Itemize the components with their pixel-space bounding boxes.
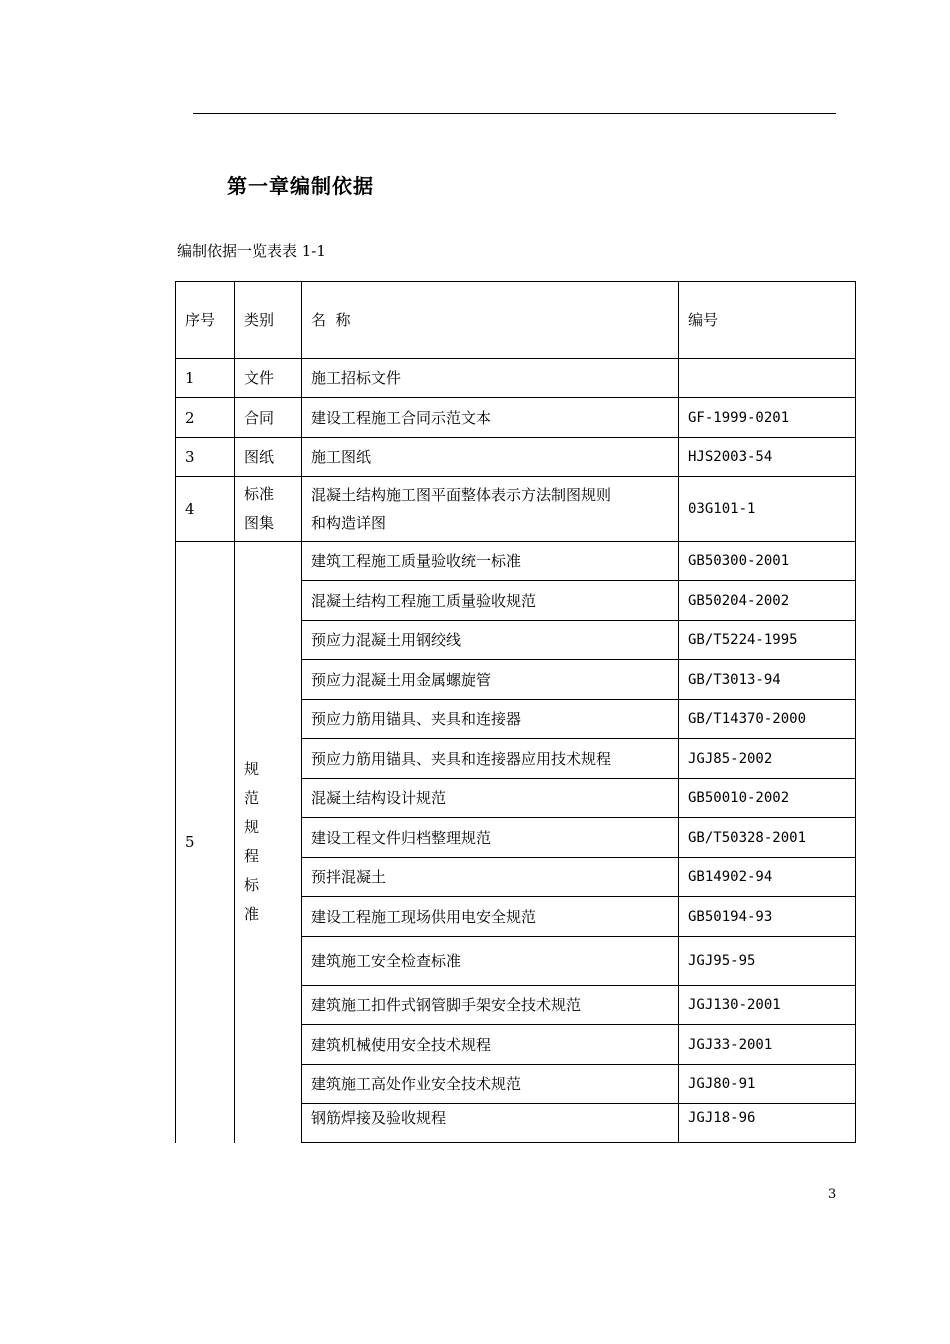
row-no: 5 <box>176 542 235 1143</box>
row-name: 预应力混凝土用钢绞线 <box>302 621 679 660</box>
row-name: 钢筋焊接及验收规程 <box>302 1104 679 1143</box>
row-name <box>302 477 679 542</box>
row-name-text: 混凝土结构施工图平面整体表示方法制图规则和构造详图 <box>311 486 612 532</box>
row-name: 建筑施工高处作业安全技术规范 <box>302 1065 679 1104</box>
header-category: 类别 <box>235 282 302 359</box>
table-row <box>176 398 856 438</box>
row-code: JGJ130-2001 <box>679 986 856 1025</box>
row-code: GB50010-2002 <box>679 779 856 818</box>
row-code: GB14902-94 <box>679 858 856 897</box>
row-code: JGJ95-95 <box>679 937 856 986</box>
page-number: 3 <box>828 1187 837 1202</box>
row-code: GB50194-93 <box>679 897 856 937</box>
row-code: JGJ80-91 <box>679 1065 856 1104</box>
row-no: 2 <box>176 398 235 438</box>
row-name: 施工招标文件 <box>302 359 679 398</box>
row-name: 混凝土结构工程施工质量验收规范 <box>302 581 679 621</box>
row-category <box>235 542 302 1143</box>
header-no: 序号 <box>176 282 235 359</box>
row-code: GB/T50328-2001 <box>679 818 856 858</box>
row-name: 建筑工程施工质量验收统一标准 <box>302 542 679 581</box>
row-category: 文件 <box>235 359 302 398</box>
row-category-text: 标准图集 <box>244 485 275 532</box>
table-row <box>176 359 856 398</box>
row-code: GB50204-2002 <box>679 581 856 621</box>
row-code: JGJ85-2002 <box>679 739 856 779</box>
row-code: GF-1999-0201 <box>679 398 856 438</box>
row-name: 预应力筋用锚具、夹具和连接器应用技术规程 <box>302 739 679 779</box>
row-name: 预应力筋用锚具、夹具和连接器 <box>302 700 679 739</box>
row-name: 建设工程文件归档整理规范 <box>302 818 679 858</box>
row-name: 建筑机械使用安全技术规程 <box>302 1025 679 1065</box>
row-no: 4 <box>176 477 235 542</box>
row-category-text: 规范规程标准 <box>244 760 260 924</box>
row-name: 建设工程施工现场供用电安全规范 <box>302 897 679 937</box>
row-no: 1 <box>176 359 235 398</box>
basis-table <box>175 281 856 1143</box>
header-code: 编号 <box>679 282 856 359</box>
chapter-title: 第一章编制依据 <box>227 174 374 198</box>
table-row <box>176 542 856 581</box>
row-no: 3 <box>176 438 235 477</box>
row-category: 图纸 <box>235 438 302 477</box>
row-name: 预拌混凝土 <box>302 858 679 897</box>
row-code: GB/T14370-2000 <box>679 700 856 739</box>
row-code: GB50300-2001 <box>679 542 856 581</box>
row-category: 合同 <box>235 398 302 438</box>
row-name: 建筑施工安全检查标准 <box>302 937 679 986</box>
row-code: JGJ33-2001 <box>679 1025 856 1065</box>
table-caption: 编制依据一览表表 1-1 <box>177 242 326 260</box>
row-name: 建设工程施工合同示范文本 <box>302 398 679 438</box>
row-code: 03G101-1 <box>679 477 856 542</box>
table-row <box>176 477 856 542</box>
row-code: GB/T5224-1995 <box>679 621 856 660</box>
row-name: 混凝土结构设计规范 <box>302 779 679 818</box>
row-name: 施工图纸 <box>302 438 679 477</box>
header-rule <box>193 113 836 114</box>
row-code: GB/T3013-94 <box>679 660 856 700</box>
row-code <box>679 359 856 398</box>
row-name: 预应力混凝土用金属螺旋管 <box>302 660 679 700</box>
header-name: 名 称 <box>302 282 679 359</box>
table-row <box>176 438 856 477</box>
row-category <box>235 477 302 542</box>
row-name: 建筑施工扣件式钢管脚手架安全技术规范 <box>302 986 679 1025</box>
table-header-row <box>176 282 856 359</box>
row-code: JGJ18-96 <box>679 1104 856 1143</box>
row-code: HJS2003-54 <box>679 438 856 477</box>
